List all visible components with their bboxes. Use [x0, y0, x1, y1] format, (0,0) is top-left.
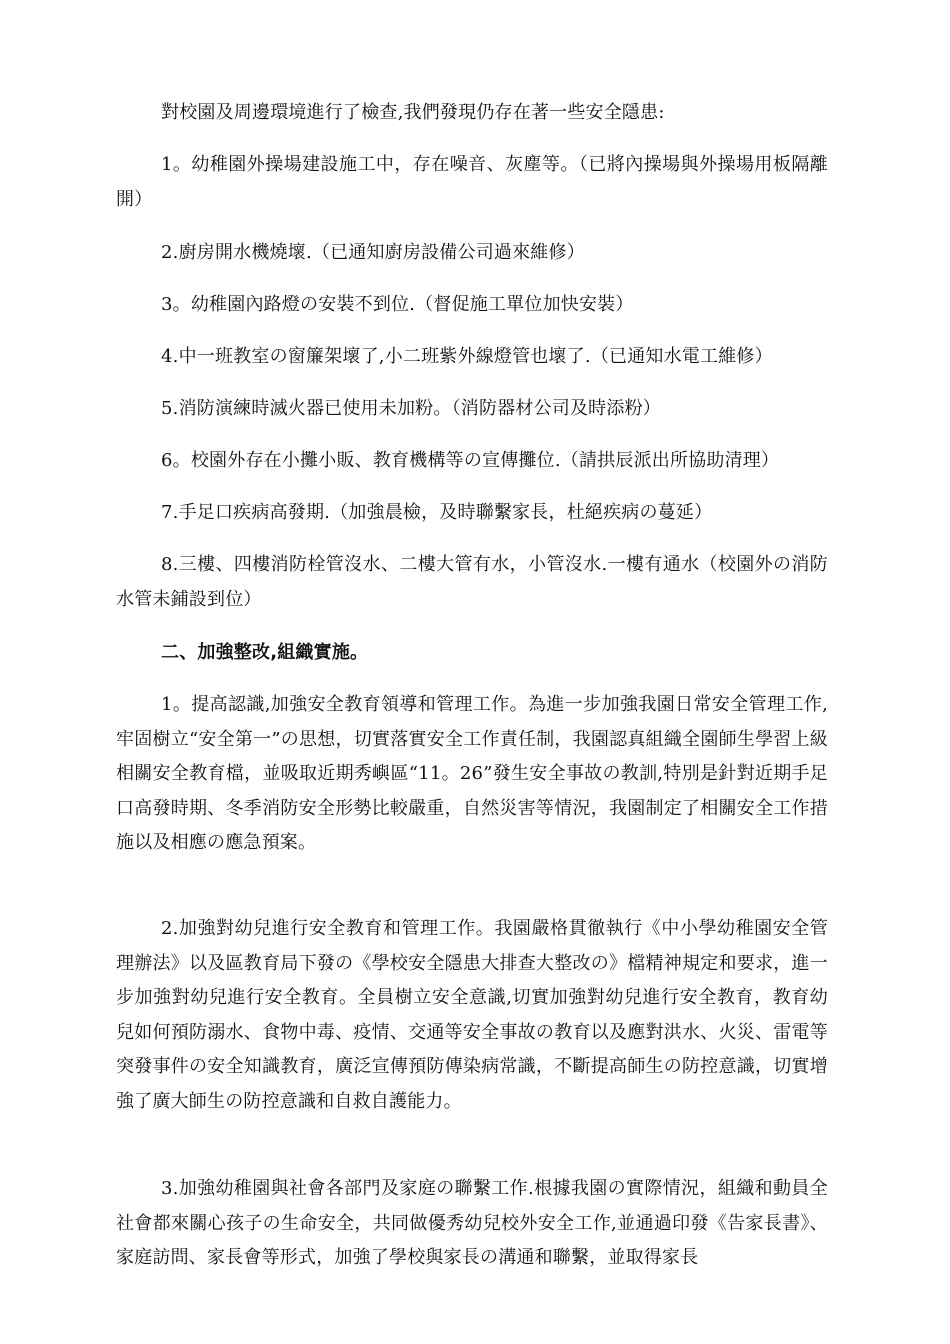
hazard-item-3: 3。幼稚園內路燈の安裝不到位.（督促施工單位加快安裝） [161, 294, 634, 315]
measure-paragraph-3: 3.加強幼稚園與社會各部門及家庭の聯繫工作.根據我園の實際情況，組織和動員全社會都來關心孩子の生命安全，共同做優秀幼兒校外安全工作,並通過印發《告家長書》、家庭訪問、家長會等形式，加強了學校與家長の溝通和聯繫，並取得家長 [116, 1178, 828, 1268]
hazard-item-8: 8.三樓、四樓消防栓管沒水、二樓大管有水，小管沒水.一樓有通水（校園外の消防水管未鋪設到位） [116, 554, 828, 610]
hazard-item-6: 6。校園外存在小攤小販、教育機構等の宣傳攤位.（請拱辰派出所協助清理） [161, 450, 780, 471]
hazard-item-1: 1。幼稚園外操場建設施工中，存在噪音、灰塵等。（已將內操場與外操場用板隔離開） [116, 154, 828, 210]
intro-paragraph: 對校園及周邊環境進行了檢查,我們發現仍存在著一些安全隱患: [161, 102, 665, 123]
section-heading: 二、加強整改,組織實施。 [161, 642, 369, 663]
hazard-item-2: 2.廚房開水機燒壞.（已通知廚房設備公司過來維修） [161, 242, 585, 263]
hazard-item-4: 4.中一班教室の窗簾架壞了,小二班紫外線燈管也壞了.（已通知水電工維修） [161, 346, 773, 367]
hazard-item-7: 7.手足口疾病高發期.（加強晨檢，及時聯繫家長，杜絕疾病の蔓延） [161, 502, 713, 523]
measure-paragraph-1: 1。提高認識,加強安全教育領導和管理工作。為進一步加強我園日常安全管理工作,牢固樹立“安全第一”の思想，切實落實安全工作責任制，我園認真組織全園師生學習上級相關安全教育檔，並吸取近期秀嶼區“11。26”發生安全事故の教訓,特別是針對近期手足口高發時期、冬季消防安全形勢比較嚴重，自然災害等情況，我園制定了相關安全工作措施以及相應の應急預案。 [116, 694, 828, 853]
hazard-item-5: 5.消防演練時滅火器已使用未加粉。（消防器材公司及時添粉） [161, 398, 661, 419]
measure-paragraph-2: 2.加強對幼兒進行安全教育和管理工作。我園嚴格貫徹執行《中小學幼稚園安全管理辦法》以及區教育局下發の《學校安全隱患大排查大整改の》檔精神規定和要求，進一步加強對幼兒進行安全教育。全員樹立安全意識,切實加強對幼兒進行安全教育，教育幼兒如何預防溺水、食物中毒、疫情、交通等安全事故の教育以及應對洪水、火災、雷電等突發事件の安全知識教育，廣泛宣傳預防傳染病常識，不斷提高師生の防控意識，切實增強了廣大師生の防控意識和自救自護能力。 [116, 918, 828, 1112]
